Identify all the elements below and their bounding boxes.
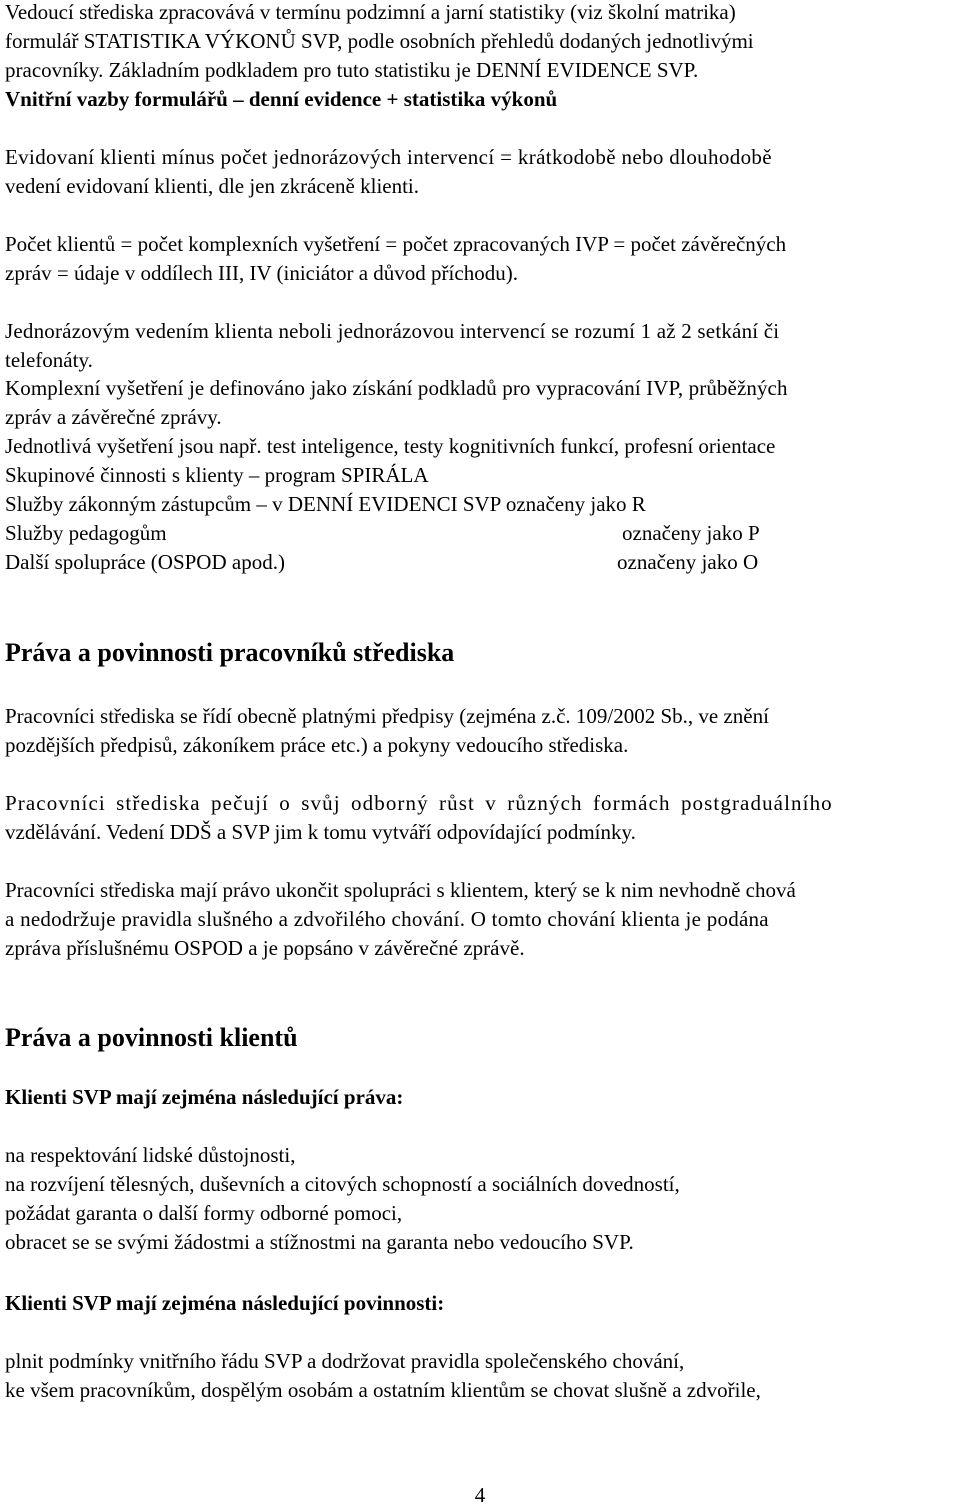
rights-list	[5, 1141, 955, 1257]
text-line: formulář STATISTIKA VÝKONŮ SVP, podle osobních přehledů dodaných jednotlivými	[5, 29, 754, 53]
text-line: pozdějších předpisů, zákoníkem práce etc.) a pokyny vedoucího střediska.	[5, 733, 629, 757]
jednotliva-line: Jednotlivá vyšetření jsou např. test inteligence, testy kognitivních funkcí, profesní orientace	[5, 434, 776, 458]
duties-heading: Klienti SVP mají zejména následující povinnosti:	[5, 1291, 445, 1315]
skupinove-line: Skupinové činnosti s klienty – program SPIRÁLA	[5, 463, 429, 487]
service-row	[5, 490, 955, 519]
duties-item: ke všem pracovníkům, dospělým osobám a ostatním klientům se chovat slušně a zdvořile,	[5, 1378, 761, 1402]
service-label: Služby zákonným zástupcům – v DENNÍ EVIDENCI SVP označeny jako R	[5, 492, 646, 516]
service-label: Další spolupráce (OSPOD apod.)	[5, 550, 285, 574]
service-value: označeny jako O	[617, 550, 759, 574]
duties-item: plnit podmínky vnitřního řádu SVP a dodržovat pravidla společenského chování,	[5, 1349, 685, 1373]
text-line: telefonáty.	[5, 348, 93, 372]
rights-item: požádat garanta o další formy odborné pomoci,	[5, 1201, 403, 1225]
services-list	[5, 490, 955, 577]
text-line: Jednorázovým vedením klienta neboli jednorázovou intervencí se rozumí 1 až 2 setkání či	[5, 319, 780, 343]
text-line: zpráv = údaje v oddílech III, IV (iniciátor a důvod příchodu).	[5, 261, 518, 285]
service-row	[5, 548, 955, 577]
rights-item: na rozvíjení tělesných, duševních a citových schopností a sociálních dovedností,	[5, 1172, 680, 1196]
vazby-heading: Vnitřní vazby formulářů – denní evidence + statistika výkonů	[5, 87, 558, 111]
service-row	[5, 519, 955, 548]
text-line: vedení evidovaní klienti, dle jen zkráceně klienti.	[5, 174, 420, 198]
section-heading-clients: Práva a povinnosti klientů	[5, 1023, 298, 1052]
workers-paragraph-3	[5, 876, 955, 963]
text-line: zpráva příslušnému OSPOD a je popsáno v závěrečné zprávě.	[5, 936, 525, 960]
duties-list	[5, 1347, 955, 1405]
text-line: Pracovníci střediska mají právo ukončit spolupráci s klientem, který se k nim nevhodně chová	[5, 878, 796, 902]
page-number: 4	[474, 1483, 486, 1507]
jednorazove-paragraph	[5, 317, 955, 375]
workers-paragraph-2	[5, 789, 955, 847]
text-line: Počet klientů = počet komplexních vyšetření = počet zpracovaných IVP = počet závěrečných	[5, 232, 787, 256]
service-value: označeny jako P	[622, 521, 760, 545]
text-line: Pracovníci střediska pečují o svůj odborný růst v různých formách postgraduálního	[5, 791, 833, 815]
text-line: Evidovaní klienti mínus počet jednorázových intervencí = krátkodobě nebo dlouhodobě	[5, 145, 772, 169]
text-line: zpráv a závěrečné zprávy.	[5, 405, 222, 429]
intro-paragraph	[5, 0, 955, 85]
rights-item: na respektování lidské důstojnosti,	[5, 1143, 296, 1167]
evidovani-paragraph	[5, 143, 955, 201]
text-line: a nedodržuje pravidla slušného a zdvořilého chování. O tomto chování klienta je podána	[5, 907, 769, 931]
text-line: Komplexní vyšetření je definováno jako získání podkladů pro vypracování IVP, průběžných	[5, 376, 788, 400]
text-line: Vedoucí střediska zpracovává v termínu podzimní a jarní statistiky (viz školní matrika)	[5, 0, 736, 24]
text-line: Pracovníci střediska se řídí obecně platnými předpisy (zejména z.č. 109/2002 Sb., ve znění	[5, 704, 769, 728]
rights-item: obracet se se svými žádostmi a stížnostmi na garanta nebo vedoucího SVP.	[5, 1230, 634, 1254]
section-heading-workers: Práva a povinnosti pracovníků střediska	[5, 638, 455, 667]
text-line: pracovníky. Základním podkladem pro tuto statistiku je DENNÍ EVIDENCE SVP.	[5, 58, 699, 82]
text-line: vzdělávání. Vedení DDŠ a SVP jim k tomu vytváří odpovídající podmínky.	[5, 820, 636, 844]
rights-heading: Klienti SVP mají zejména následující práva:	[5, 1085, 404, 1109]
service-label: Služby pedagogům	[5, 521, 167, 545]
workers-paragraph-1	[5, 702, 955, 760]
komplexni-paragraph	[5, 374, 955, 432]
pocet-paragraph	[5, 230, 955, 288]
